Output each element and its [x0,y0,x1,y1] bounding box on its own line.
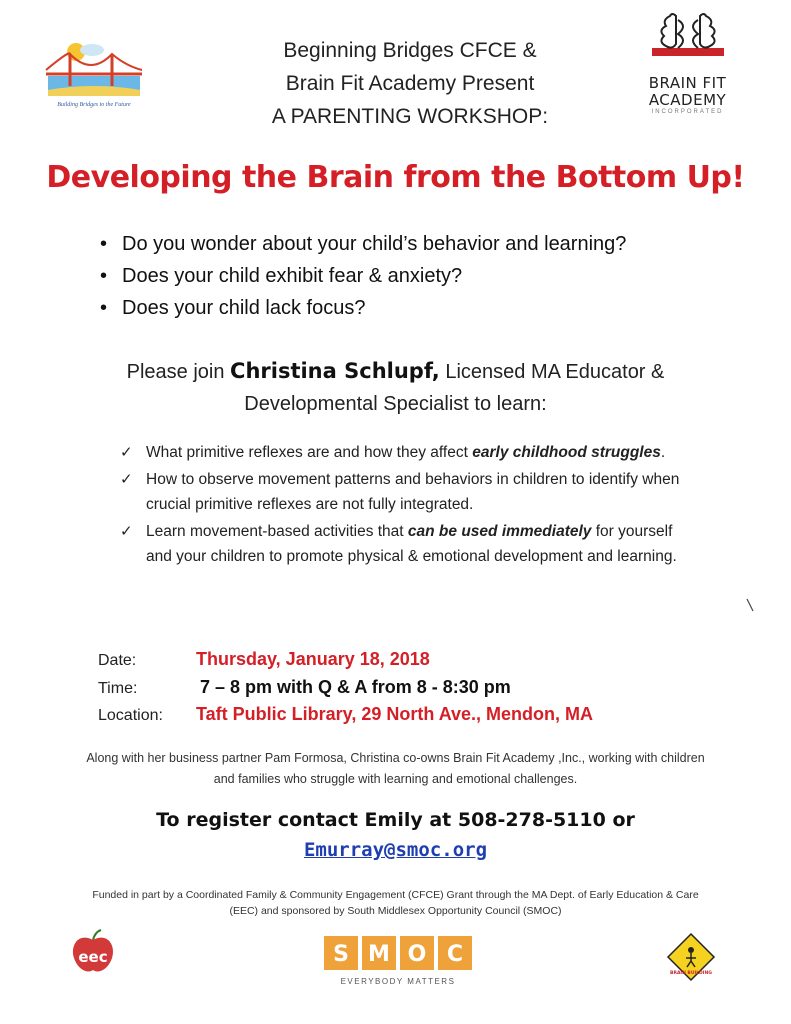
funding-text: Funded in part by a Coordinated Family & Community Engagement (CFCE) Grant through the MA Dept. of Early Education & Care (EEC) and sponsored by South Middlesex Opportunity Council (SMOC) [92,889,699,917]
presenter-name: Christina Schlupf, [230,359,440,383]
bullet-icon: • [100,265,108,287]
logo-text-line-2: ACADEMY [648,91,727,109]
checkmark-icon: ✓ [120,522,133,540]
eec-logo [68,928,118,978]
location-label: Location: [98,707,163,724]
smoc-logo [322,934,474,990]
svg-text:EVERYBODY MATTERS: EVERYBODY MATTERS [340,977,456,986]
header-line-3: A PARENTING WORKSHOP: [271,105,549,128]
brain-fit-academy-logo [630,10,745,130]
logo-subtext: INCORPORATED [651,109,724,115]
brain-icon [648,10,728,70]
email-link[interactable]: Emurray@smoc.org [303,839,488,861]
apple-icon [68,928,118,978]
headline: Developing the Brain from the Bottom Up! [46,160,745,195]
svg-text:O: O [407,942,427,967]
svg-text:C: C [446,942,464,967]
date-value: Thursday, January 18, 2018 [196,649,430,669]
location-value: Taft Public Library, 29 North Ave., Mendon, MA [196,704,594,724]
list-item: • Does your child lack focus? [100,292,750,324]
svg-text:BRAIN BUILDING: BRAIN BUILDING [670,971,712,976]
register-text: To register contact Emily at 508-278-5110 or [156,809,635,831]
svg-text:S: S [333,942,349,967]
list-item: • Do you wonder about your child’s behavior and learning? [100,228,750,260]
svg-text:eec: eec [78,948,108,966]
learn-list [120,440,690,571]
list-item: ✓ Learn movement-based activities that can be used immediately for yourself and your children to promote physical & emotional development and learning. [120,519,690,569]
checkmark-icon: ✓ [120,443,133,461]
time-label: Time: [98,680,138,697]
bridge-icon [44,40,144,110]
list-item: • Does your child exhibit fear & anxiety? [100,260,750,292]
invite-text: Please join Christina Schlupf, Licensed MA Educator & Developmental Specialist to learn: [126,359,665,415]
list-item: ✓ How to observe movement patterns and behaviors in children to identify when crucial primitive reflexes are not fully integrated. [120,467,690,517]
header-title [210,34,610,133]
header-line-2: Brain Fit Academy Present [285,72,535,95]
beginning-bridges-logo [44,40,144,110]
svg-text:M: M [368,942,390,967]
bullet-icon: • [100,233,108,255]
header-line-1: Beginning Bridges CFCE & [283,39,537,62]
question-list [100,228,750,324]
list-item: ✓ What primitive reflexes are and how they affect early childhood struggles. [120,440,690,465]
bullet-icon: • [100,297,108,319]
checkmark-icon: ✓ [120,470,133,488]
caution-sign-icon [666,932,716,982]
logo-text-line-1: BRAIN FIT [648,74,727,92]
about-text: Along with her business partner Pam Formosa, Christina co-owns Brain Fit Academy ,Inc., working with children and families who struggle with learning and emotional challenges. [86,751,705,786]
register-block [0,805,791,865]
svg-text:Building Bridges to the Future: Building Bridges to the Future [57,102,131,108]
time-value: 7 – 8 pm with Q & A from 8 - 8:30 pm [200,677,511,697]
brain-building-logo [666,932,716,982]
date-label: Date: [98,652,137,669]
stray-pen-mark [745,598,755,612]
